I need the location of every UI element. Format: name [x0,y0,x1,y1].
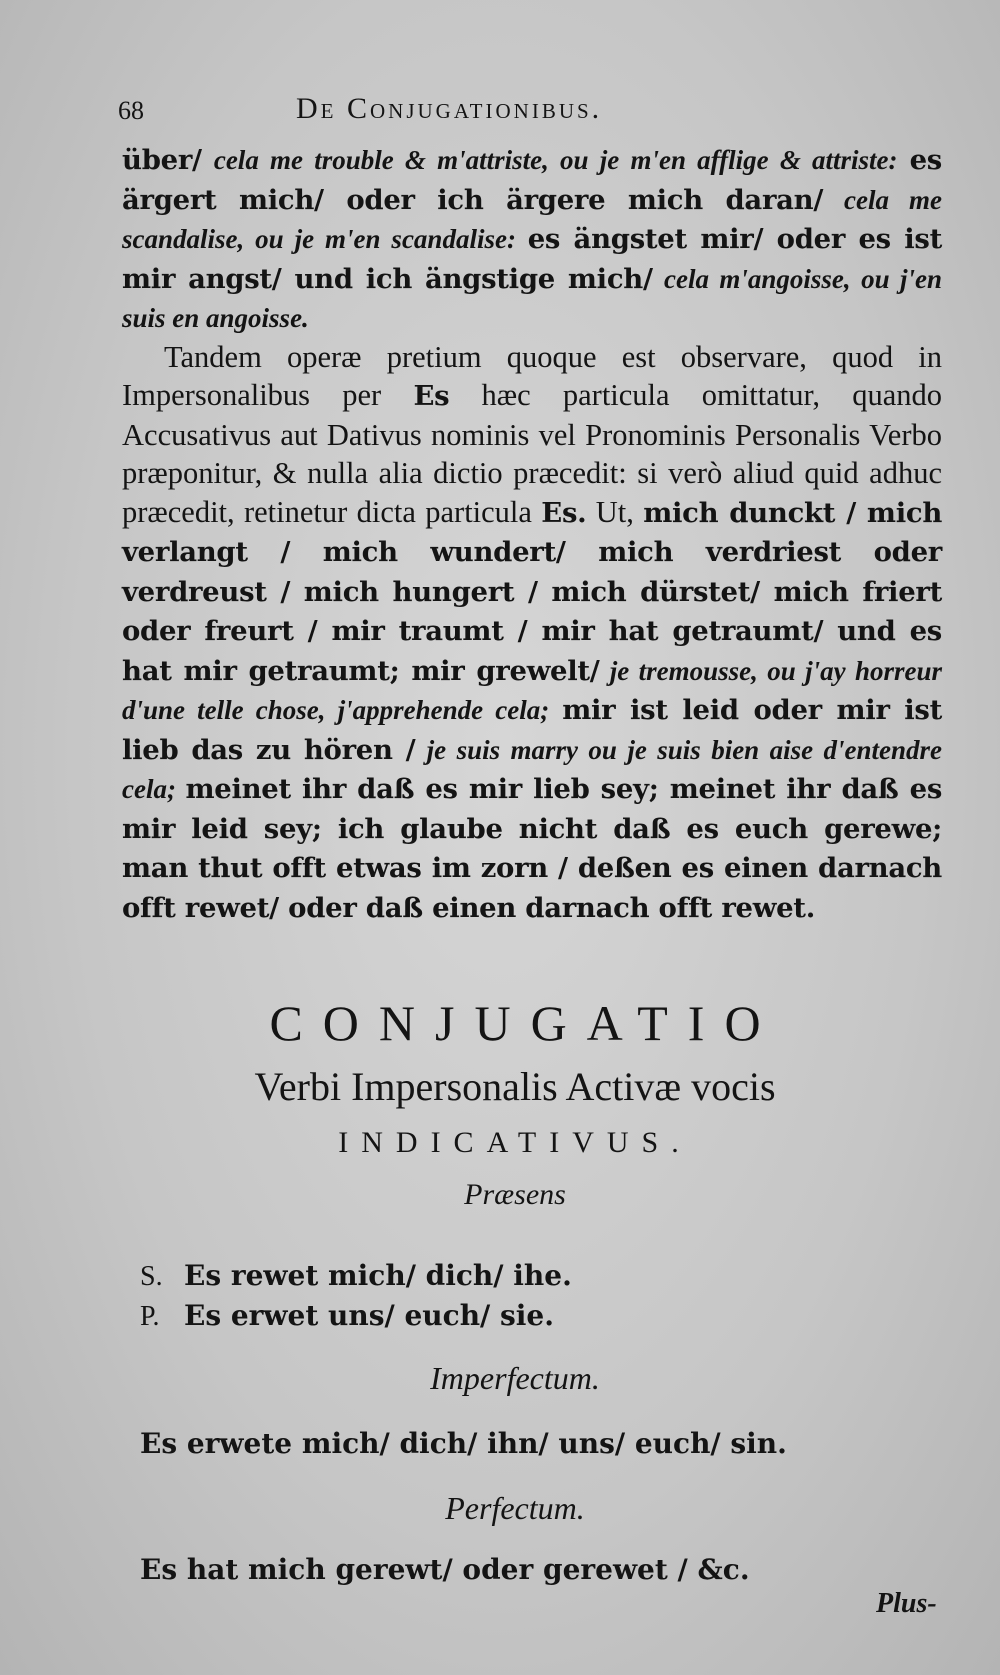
present-forms [140,1256,920,1336]
body-text [122,140,942,927]
latin-text: hæc particula omittatur, quando Accusativus aut Dativus nominis vel Pronominis Personalis Verbo præponitur, & nulla alia dictio præcedit: si verò aliud quid adhuc præcedit, retinetur dicta particula [122,378,943,529]
conjugation-subtitle: Verbi Impersonalis Activæ vocis [254,1064,776,1109]
paragraph-2 [122,338,942,928]
french-text: cela me scandalise, ou je m'en scandalise: [122,184,942,254]
french-text: cela m'angoisse, ou j'en suis en angoisse. [122,263,943,333]
paragraph-1 [122,140,942,338]
french-text: je tremousse, ou j'ay horreur d'une telle chose, j'apprehende cela; [122,655,942,725]
conjugation-form: Es erwete mich/ dich/ ihn/ uns/ euch/ sin. [140,1427,787,1460]
conjugation-title-block [100,995,930,1219]
page-header [118,92,948,132]
number-label: P. [140,1301,160,1332]
perfect-forms [140,1550,920,1590]
german-text: mich dunckt / mich verlangt / mich wundert/ mich verdriest oder verdreust / mich hungert / mich dürstet/ mich friert oder freurt / mir traumt / mir hat getraumt/ und es hat mir getraumt; mir grewelt/ [122,496,943,687]
conjugation-form: Es hat mich gerewt/ oder gerewet / &c. [140,1553,750,1586]
german-text: mir ist leid oder mir ist lieb das zu hören / [122,694,943,766]
conjugation-form: Es erwet uns/ euch/ sie. [184,1299,554,1332]
conjugation-row [140,1256,920,1296]
running-head: De Conjugationibus. [296,92,603,125]
german-text: es ängstet mir/ oder es ist mir angst/ und ich ängstige mich/ [122,223,943,295]
tense-heading-imperfect: Imperfectum. [430,1360,600,1396]
tense-heading-present: Præsens [464,1178,566,1211]
latin-text: Ut, [595,494,634,529]
page-number: 68 [118,96,144,125]
catchword: Plus- [876,1588,937,1619]
number-label: S. [140,1261,163,1292]
german-text: Es. [541,496,587,529]
conjugation-form: Es rewet mich/ dich/ ihe. [184,1259,572,1292]
conjugation-row [140,1296,920,1336]
tense-heading-perfect: Perfectum. [445,1490,585,1526]
german-text: über/ [122,144,202,176]
conjugation-title: CONJUGATIO [269,995,781,1051]
mood-heading: INDICATIVUS. [338,1126,692,1159]
latin-text: Tandem operæ pretium quoque est observare, quod in Impersonalibus per [122,339,942,412]
imperfect-forms [140,1424,920,1464]
french-text: je suis marry ou je suis bien aise d'entendre cela; [122,734,943,804]
french-text: cela me trouble & m'attriste, ou je m'en afflige & attriste: [213,145,898,175]
german-text: meinet ihr daß es mir lieb sey; meinet ihr daß es mir leid sey; ich glaube nicht daß es euch gerewe; man thut offt etwas im zorn / deßen es einen darnach offt rewet/ oder daß einen darnach offt rewet. [122,773,942,924]
german-text: es ärgert mich/ oder ich ärgere mich daran/ [122,144,942,216]
german-text: Es [413,380,450,412]
